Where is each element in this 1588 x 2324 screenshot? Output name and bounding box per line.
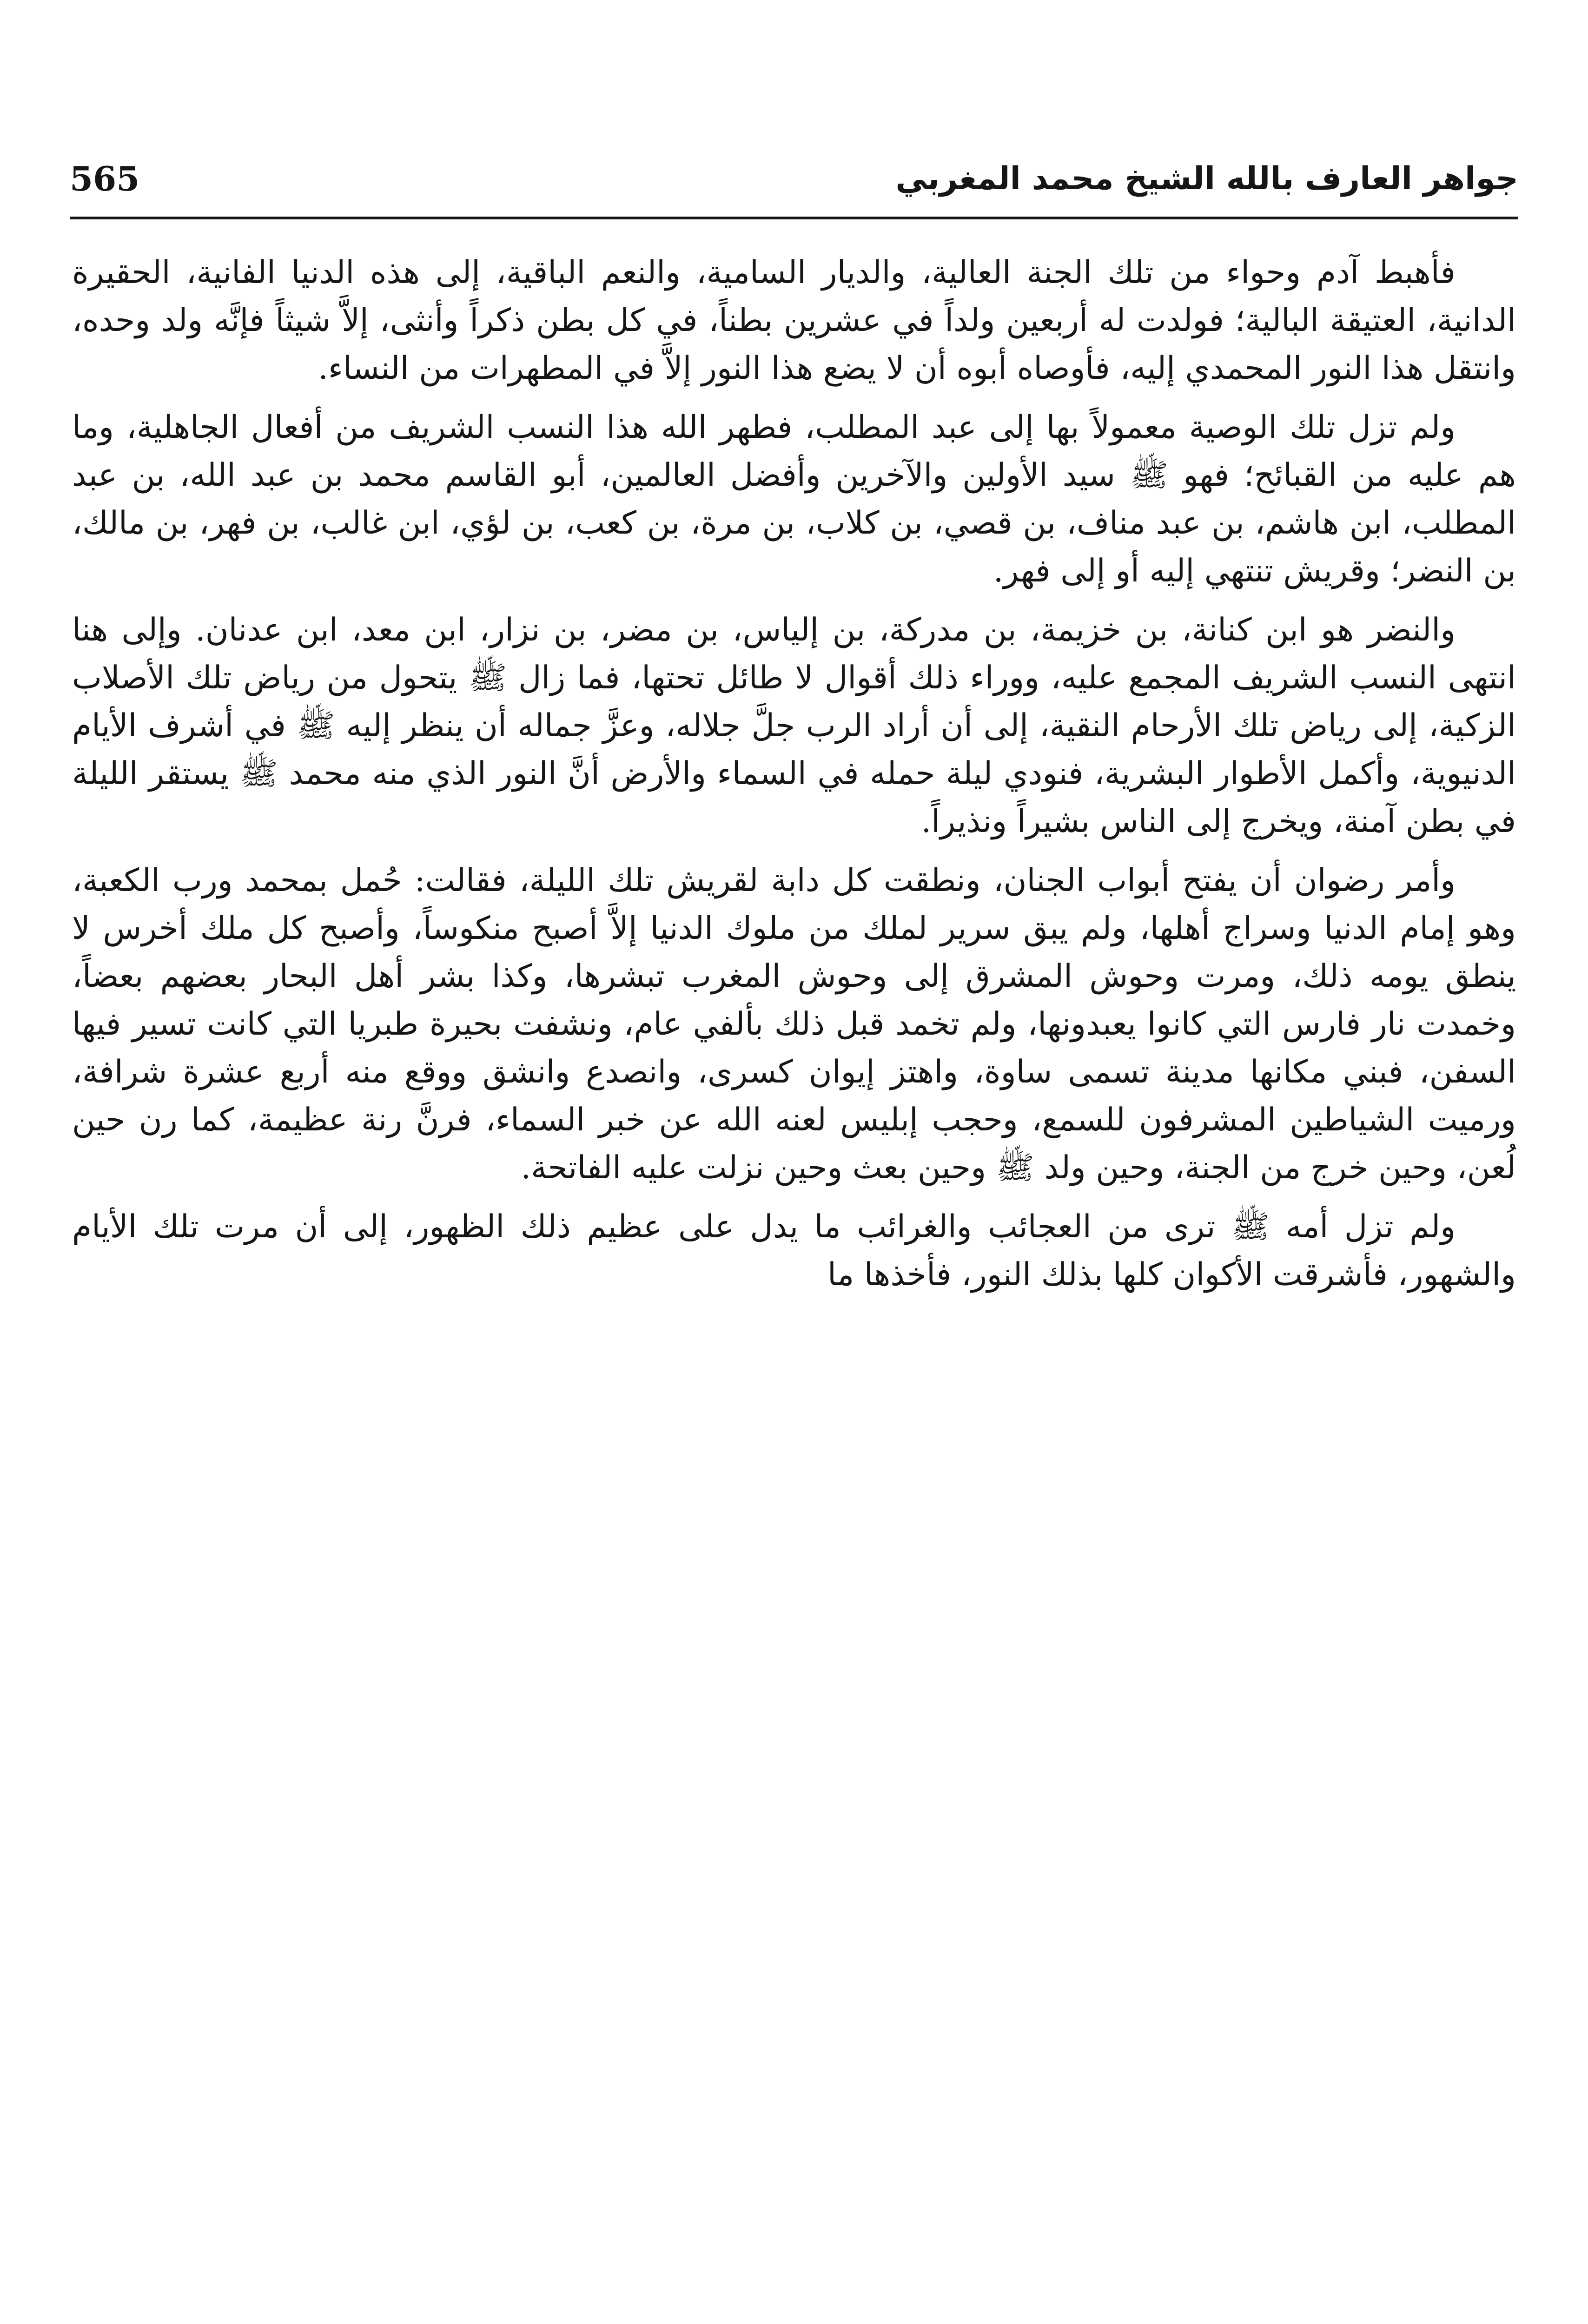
paragraph: فأهبط آدم وحواء من تلك الجنة العالية، والديار السامية، والنعم الباقية، إلى هذه الدنيا الفانية، الحقيرة الدانية، العتيقة البالية؛ فولدت له أربعين ولداً في عشرين بطناً، في كل بطن ذكراً وأنثى، إلاَّ شيثاً فإنَّه ولد وحده، وانتقل هذا النور المحمدي إليه، فأوصاه أبوه أن لا يضع هذا النور إلاَّ في المطهرات من النساء. <box>72 254 1516 387</box>
paragraph: ولم تزل تلك الوصية معمولاً بها إلى عبد المطلب، فطهر الله هذا النسب الشريف من أفعال الجاهلية، وما هم عليه من القبائح؛ فهو ﷺ سيد الأولين والآخرين وأفضل العالمين، أبو القاسم محمد بن عبد الله، بن عبد المطلب، ابن هاشم، بن عبد مناف، بن قصي، بن كلاب، بن مرة، بن كعب، بن لؤي، ابن غالب، بن فهر، بن مالك، بن النضر؛ وقريش تنتهي إليه أو إلى فهر. <box>72 409 1516 589</box>
page-header <box>70 153 1518 209</box>
header-rule <box>70 217 1518 219</box>
paragraph: والنضر هو ابن كنانة، بن خزيمة، بن مدركة، بن إلياس، بن مضر، بن نزار، ابن معد، ابن عدنان. وإلى هنا انتهى النسب الشريف المجمع عليه، ووراء ذلك أقوال لا طائل تحتها، فما زال ﷺ يتحول من رياض تلك الأصلاب الزكية، إلى رياض تلك الأرحام النقية، إلى أن أراد الرب جلَّ جلاله، وعزَّ جماله أن ينظر إليه ﷺ في أشرف الأيام الدنيوية، وأكمل الأطوار البشرية، فنودي ليلة حمله في السماء والأرض أنَّ النور الذي منه محمد ﷺ يستقر الليلة في بطن آمنة، ويخرج إلى الناس بشيراً ونذيراً. <box>72 612 1516 840</box>
body-text <box>72 249 1516 1310</box>
page-number: 565 <box>70 159 140 198</box>
paragraph: وأمر رضوان أن يفتح أبواب الجنان، ونطقت كل دابة لقريش تلك الليلة، فقالت: حُمل بمحمد ورب الكعبة، وهو إمام الدنيا وسراج أهلها، ولم يبق سرير لملك من ملوك الدنيا إلاَّ أصبح منكوساً، وأصبح كل ملك أخرس لا ينطق يومه ذلك، ومرت وحوش المشرق إلى وحوش المغرب تبشرها، وكذا بشر أهل البحار بعضهم بعضاً، وخمدت نار فارس التي كانوا يعبدونها، ولم تخمد قبل ذلك بألفي عام، ونشفت بحيرة طبريا التي كانت تسير فيها السفن، فبني مكانها مدينة تسمى ساوة، واهتز إيوان كسرى، وانصدع وانشق ووقع منه أربع عشرة شرافة، ورميت الشياطين المشرفون للسمع، وحجب إبليس لعنه الله عن خبر السماء، فرنَّ رنة عظيمة، كما رن حين لُعن، وحين خرج من الجنة، وحين ولد ﷺ وحين بعث وحين نزلت عليه الفاتحة. <box>72 862 1516 1186</box>
paragraph: ولم تزل أمه ﷺ ترى من العجائب والغرائب ما يدل على عظيم ذلك الظهور، إلى أن مرت تلك الأيام والشهور، فأشرقت الأكوان كلها بذلك النور، فأخذها ما <box>72 1208 1516 1293</box>
book-title: جواهر العارف بالله الشيخ محمد المغربي <box>895 160 1518 197</box>
